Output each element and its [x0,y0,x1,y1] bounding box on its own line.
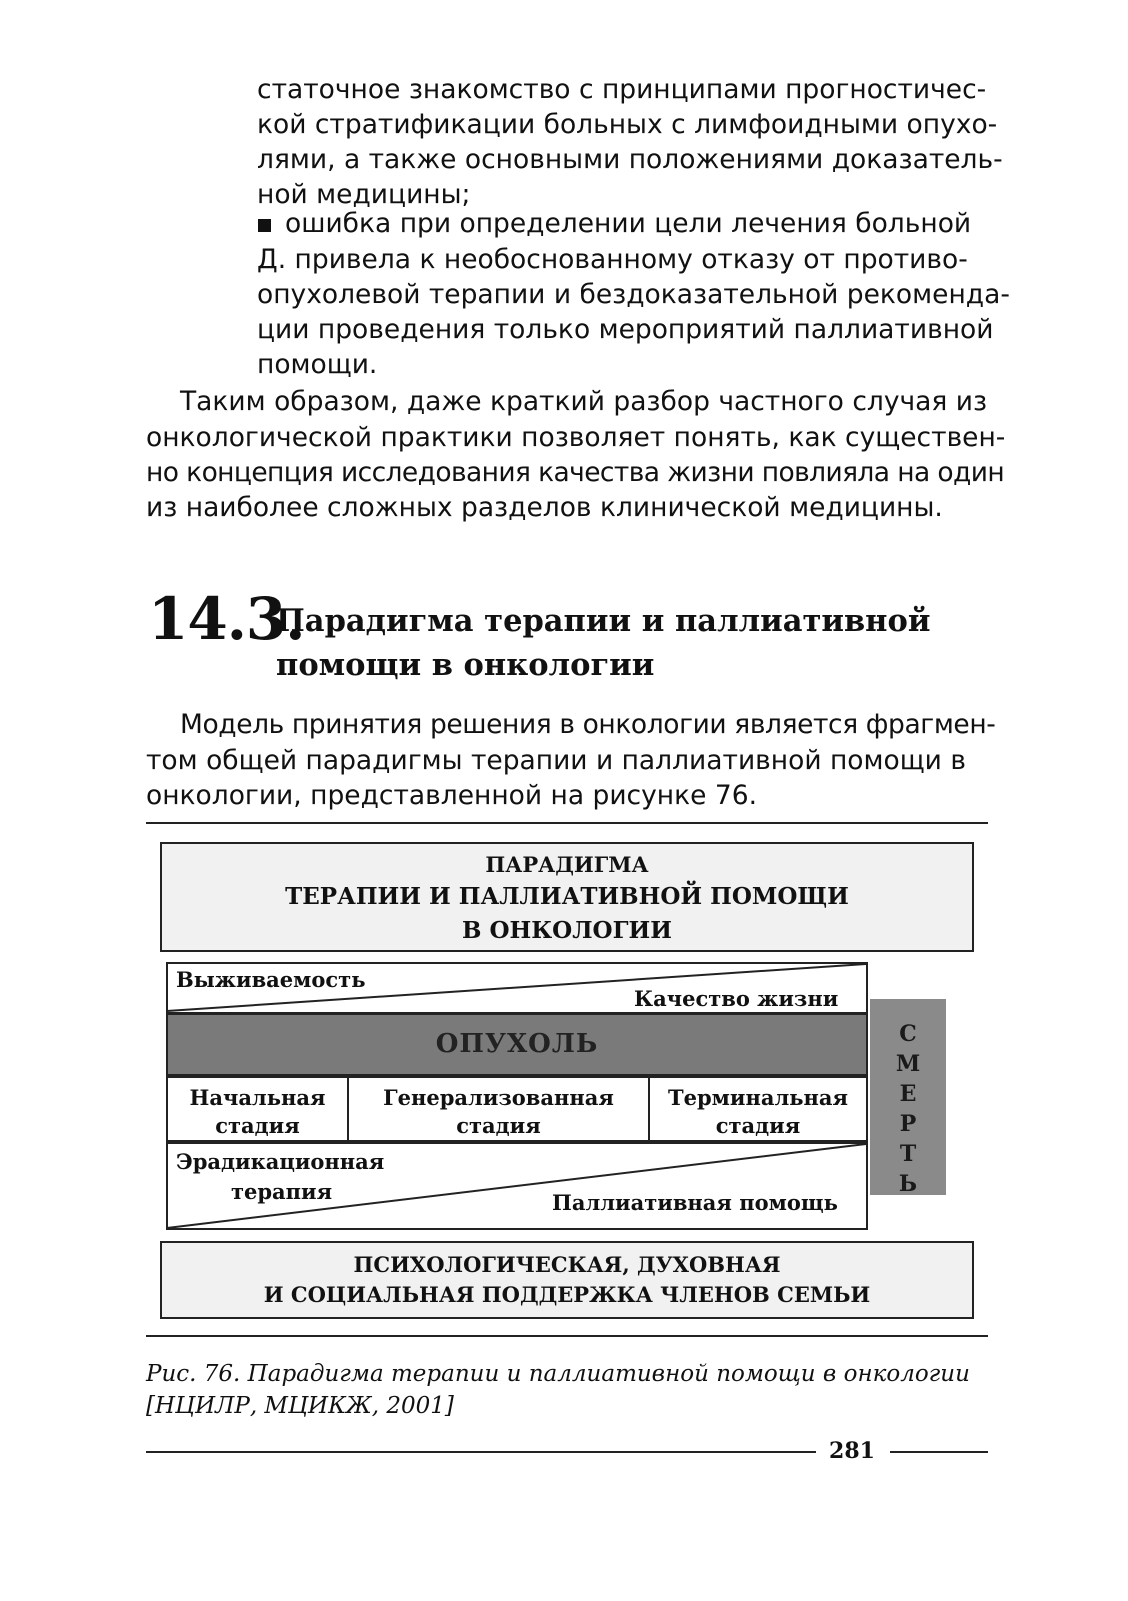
footer-rule-left [146,1451,816,1453]
header-line: ПАРАДИГМА [485,852,649,877]
paragraph-line: Модель принятия решения в онкологии является фрагмен- [180,709,996,740]
list-line: кой стратификации больных с лимфоидными опухо- [257,109,998,140]
stage-name: Генерализованная [383,1085,614,1110]
figure-top-rule [146,822,988,824]
footer-rule-right [890,1451,988,1453]
paragraph-line: онкологии, представленной на рисунке 76. [146,780,758,811]
eradication-label: терапия [231,1179,333,1204]
death-label: С М Е Р Т Ь [895,1021,921,1197]
page-number: 281 [829,1438,875,1464]
bullet-line: опухолевой терапии и бездоказательной рекоменда- [257,279,1010,310]
tumor-label: ОПУХОЛЬ [435,1029,599,1059]
stage-name: Терминальная [667,1085,849,1110]
list-line: статочное знакомство с принципами прогностичес- [257,74,987,105]
figure-caption: [НЦИЛР, МЦИКЖ, 2001] [146,1393,454,1419]
stage-name: Начальная [189,1085,326,1110]
section-number: 14.3. [148,585,305,653]
list-line: лями, а также основными положениями доказатель- [257,144,1003,175]
paradigm-header-box [160,842,974,952]
support-line: И СОЦИАЛЬНАЯ ПОДДЕРЖКА ЧЛЕНОВ СЕМЬИ [263,1282,871,1307]
stage-initial [166,1076,349,1142]
support-line: ПСИХОЛОГИЧЕСКАЯ, ДУХОВНАЯ [353,1252,781,1277]
bullet-line: помощи. [257,349,378,380]
bullet-line: ции проведения только мероприятий паллиативной [257,314,994,345]
stage-word: стадия [456,1113,541,1138]
bullet-line: Д. привела к необоснованному отказу от противо- [257,244,968,275]
paragraph-line: но концепция исследования качества жизни повлияла на один [146,457,1005,488]
quality-of-life-label: Качество жизни [634,986,839,1011]
figure-caption: Рис. 76. Парадигма терапии и паллиативной помощи в онкологии [146,1361,970,1387]
survival-label: Выживаемость [176,967,366,992]
paragraph-line: онкологической практики позволяет понять, как существен- [146,422,1006,453]
section-title: помощи в онкологии [276,647,655,683]
bullet-line: ошибка при определении цели лечения больной [285,208,972,239]
bullet-square-icon [258,219,271,232]
death-column [870,999,946,1195]
header-line: В ОНКОЛОГИИ [462,917,672,944]
tumor-band [166,1013,868,1076]
stage-terminal [648,1076,868,1142]
figure-bottom-rule [146,1335,988,1337]
eradication-label: Эрадикационная [176,1149,385,1174]
section-title: Парадигма терапии и паллиативной [276,603,931,639]
list-line: ной медицины; [257,179,471,210]
paragraph-line: том общей парадигмы терапии и паллиативной помощи в [146,745,966,776]
paragraph-line: Таким образом, даже краткий разбор частного случая из [180,386,988,417]
family-support-box [160,1241,974,1319]
paragraph-line: из наиболее сложных разделов клинической медицины. [146,492,943,523]
stage-generalized [347,1076,650,1142]
header-line: ТЕРАПИИ И ПАЛЛИАТИВНОЙ ПОМОЩИ [285,883,849,910]
stage-word: стадия [715,1113,801,1138]
stage-word: стадия [215,1113,300,1138]
palliative-care-label: Паллиативная помощь [552,1190,838,1215]
